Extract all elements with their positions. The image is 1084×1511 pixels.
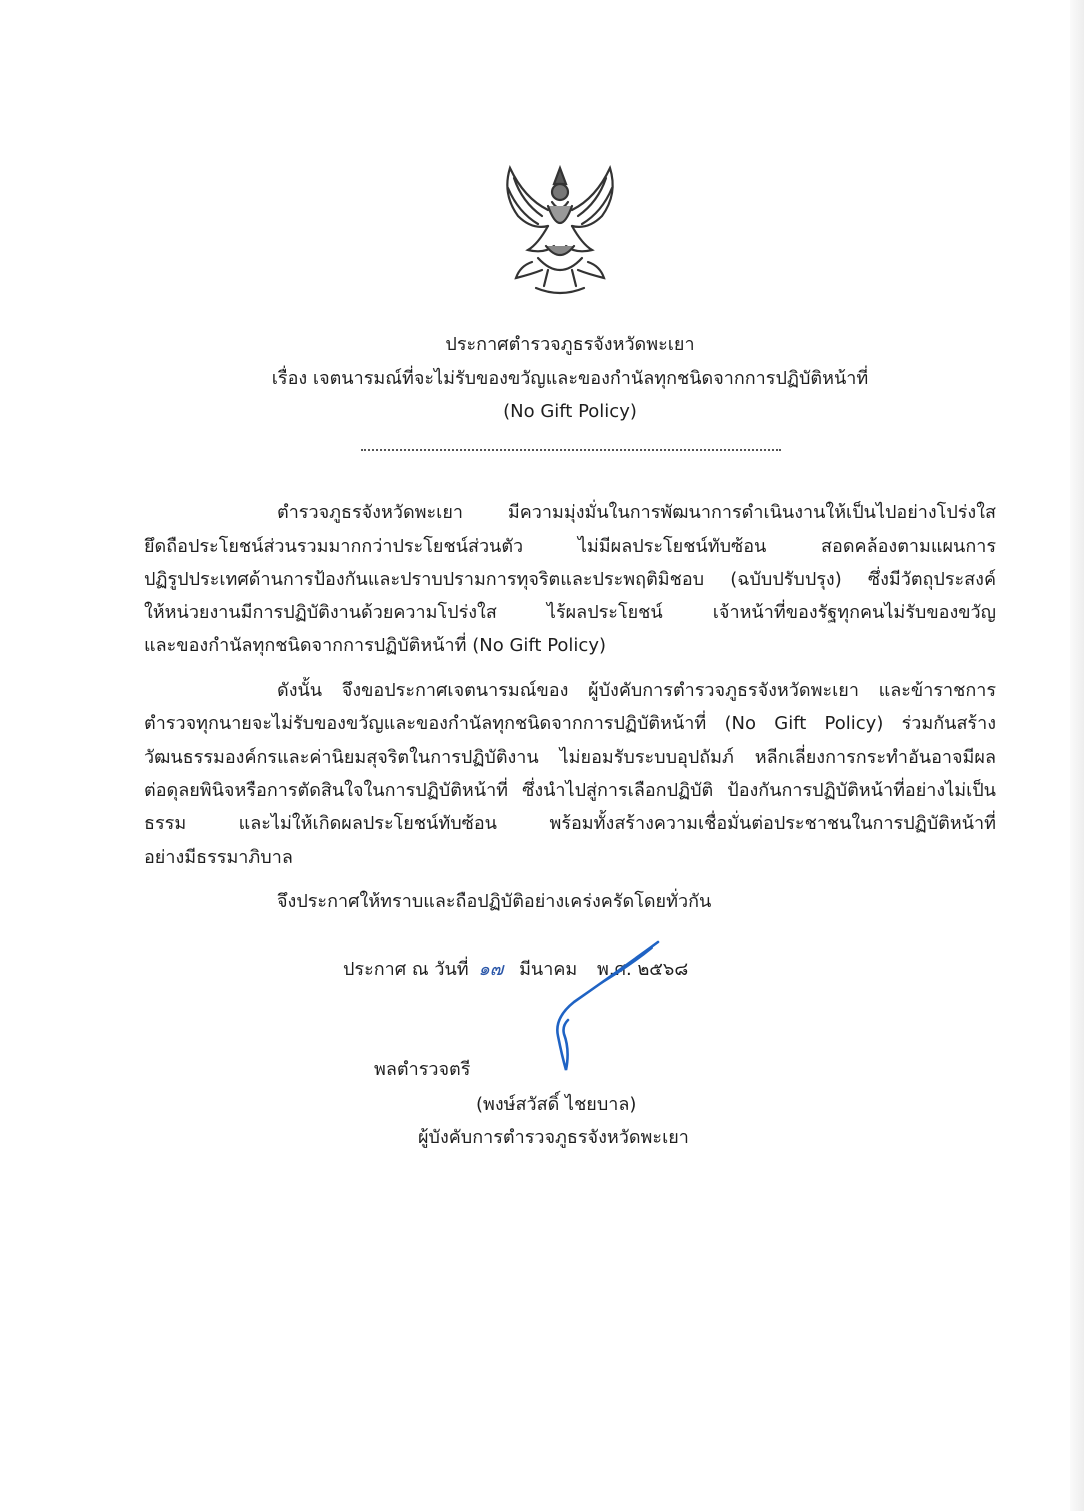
signatory-position: ผู้บังคับการตำรวจภูธรจังหวัดพะเยา [418,1127,689,1148]
date-year: พ.ศ. ๒๕๖๘ [596,959,689,980]
signatory-rank: พลตำรวจตรี [374,1059,471,1080]
announcement-subject: เรื่อง เจตนารมณ์ที่จะไม่รับของขวัญและของกำนัลทุกชนิดจากการปฏิบัติหน้าที่ [271,368,869,389]
paragraph-2-line: ตำรวจทุกนายจะไม่รับของขวัญและของกำนัลทุกชนิดจากการปฏิบัติหน้าที่ (No Gift Policy) ร่วมกันสร้าง [144,713,996,734]
paragraph-2-line: ธรรม และไม่ให้เกิดผลประโยชน์ทับซ้อน พร้อมทั้งสร้างความเชื่อมั่นต่อประชาชนในการปฏิบัติหน้าที่ [144,813,996,834]
paragraph-1-line: ตำรวจภูธรจังหวัดพะเยา มีความมุ่งมั่นในการพัฒนาการดำเนินงานให้เป็นไปอย่างโปร่งใส [277,502,996,523]
signatory-name: (พงษ์สวัสดิ์ ไชยบาล) [476,1094,637,1115]
date-prefix: ประกาศ ณ วันที่ [343,959,469,980]
dotted-separator [361,449,781,451]
page-edge [1070,0,1084,1511]
policy-name: (No Gift Policy) [503,401,637,422]
announcement-title: ประกาศตำรวจภูธรจังหวัดพะเยา [445,334,695,355]
paragraph-1-line: ยึดถือประโยชน์ส่วนรวมมากกว่าประโยชน์ส่วนตัว ไม่มีผลประโยชน์ทับซ้อน สอดคล้องตามแผนการ [144,536,996,557]
date-day: ๑๗ [478,959,504,980]
closing-statement: จึงประกาศให้ทราบและถือปฏิบัติอย่างเคร่งครัดโดยทั่วกัน [277,891,712,912]
paragraph-1-line: และของกำนัลทุกชนิดจากการปฏิบัติหน้าที่ (No Gift Policy) [144,635,607,656]
paragraph-2-line: อย่างมีธรรมาภิบาล [144,847,293,868]
date-month: มีนาคม [519,959,578,980]
paragraph-2-line: ดังนั้น จึงขอประกาศเจตนารมณ์ของ ผู้บังคับการตำรวจภูธรจังหวัดพะเยา และข้าราชการ [277,680,996,701]
paragraph-2-line: วัฒนธรรมองค์กรและค่านิยมสุจริตในการปฏิบัติงาน ไม่ยอมรับระบบอุปถัมภ์ หลีกเลี่ยงการกระทำอันอาจมีผล [144,747,996,768]
paragraph-2-line: ต่อดุลยพินิจหรือการตัดสินใจในการปฏิบัติหน้าที่ ซึ่งนำไปสู่การเลือกปฏิบัติ ป้องกันการปฏิบัติหน้าที่อย่างไม่เป็น [144,780,996,801]
paragraph-1-line: ปฏิรูปประเทศด้านการป้องกันและปราบปรามการทุจริตและประพฤติมิชอบ (ฉบับปรับปรุง) ซึ่งมีวัตถุประสงค์ [144,569,996,590]
paragraph-1-line: ให้หน่วยงานมีการปฏิบัติงานด้วยความโปร่งใส ไร้ผลประโยชน์ เจ้าหน้าที่ของรัฐทุกคนไม่รับของขวัญ [144,602,996,623]
garuda-emblem-icon [488,154,632,300]
handwritten-signature [540,936,670,1076]
